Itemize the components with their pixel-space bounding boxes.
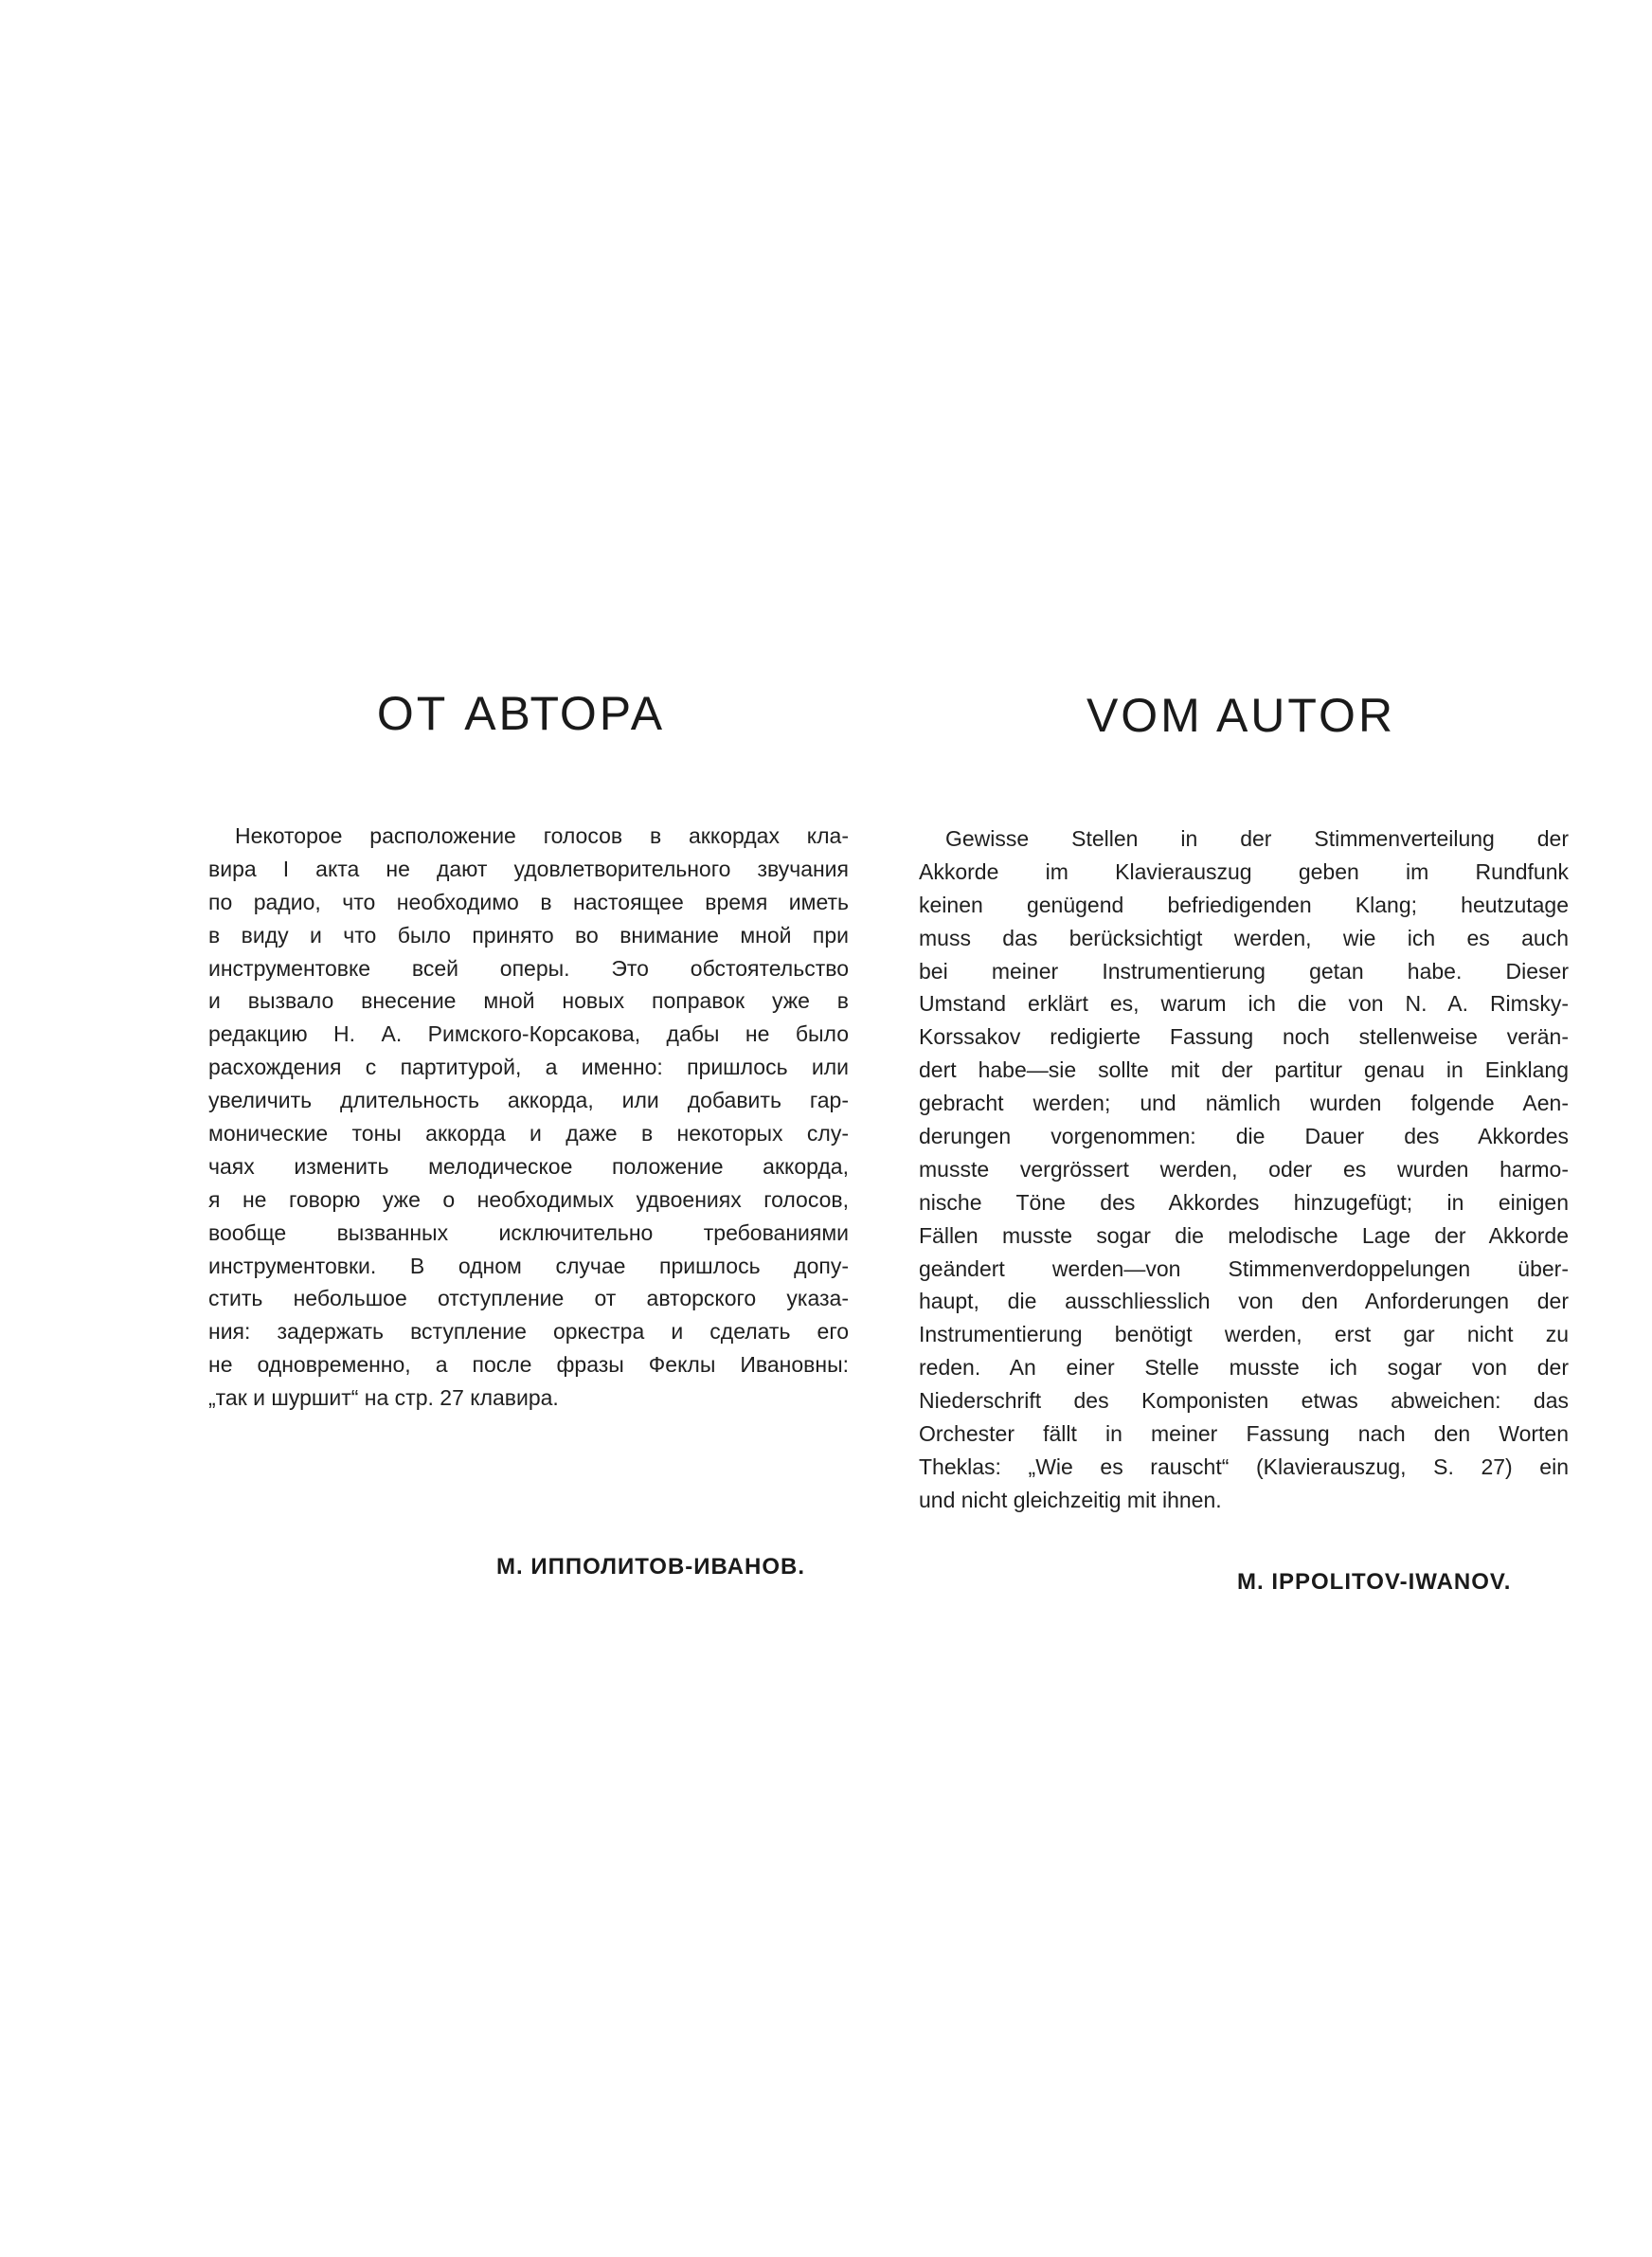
text-line: Некоторое расположение голосов в аккордах кла- [235,823,849,848]
text-line: чаях изменить мелодическое положение аккорда, [208,1153,849,1179]
text-line: geändert werden—von Stimmenverdoppelungen über- [919,1255,1569,1281]
text-line: keinen genügend befriedigenden Klang; heutzutage [919,892,1569,917]
text-line: не одновременно, а после фразы Феклы Ивановны: [208,1352,849,1378]
text-line: вообще вызванных исключительно требованиями [208,1219,849,1245]
text-line: инструментовки. В одном случае пришлось допу- [208,1253,849,1278]
text-line: Niederschrift des Komponisten etwas abweichen: das [919,1388,1569,1414]
text-line: увеличить длительность аккорда, или добавить гар- [208,1088,849,1113]
text-line: bei meiner Instrumentierung getan habe. Dieser [919,958,1569,984]
text-line: Theklas: „Wie es rauscht“ (Klavierauszug, S. 27) ein [919,1454,1569,1479]
signature-german: M. IPPOLITOV-IWANOV. [1237,1569,1512,1595]
text-line: und nicht gleichzeitig mit ihnen. [919,1487,1222,1512]
text-line: инструментовке всей оперы. Это обстоятельство [208,955,849,981]
text-line: derungen vorgenommen: die Dauer des Akkordes [919,1124,1569,1149]
text-line: вира I акта не дают удовлетворительного звучания [208,856,849,881]
text-line: я не говорю уже о необходимых удвоениях голосов, [208,1186,849,1212]
text-line: Fällen musste sogar die melodische Lage der Akkorde [919,1222,1569,1248]
text-line: монические тоны аккорда и даже в некоторых слу- [208,1121,849,1147]
text-line: nische Töne des Akkordes hinzugefügt; in einigen [919,1189,1569,1215]
text-line: и вызвало внесение мной новых поправок уже в [208,988,849,1014]
text-line: стить небольшое отступление от авторского указа- [208,1286,849,1311]
text-line: Gewisse Stellen in der Stimmenverteilung der [945,826,1569,851]
text-line: gebracht werden; und nämlich wurden folgende Aen- [919,1091,1569,1116]
signature-russian: М. ИППОЛИТОВ-ИВАНОВ. [496,1554,806,1580]
text-line: musste vergrössert werden, oder es wurden harmo- [919,1156,1569,1182]
text-line: „так и шуршит“ на стр. 27 клавира. [208,1385,559,1411]
title-german: VOM AUTOR [1086,689,1396,742]
text-line: dert habe—sie sollte mit der partitur genau in Einklang [919,1057,1569,1083]
text-line: Orchester fällt in meiner Fassung nach den Worten [919,1421,1569,1447]
text-line: Korssakov redigierte Fassung noch stellenweise verän- [919,1024,1569,1050]
preface-text-german [919,822,1569,1517]
text-line: reden. An einer Stelle musste ich sogar von der [919,1355,1569,1381]
preface-text-russian [208,820,849,1415]
text-line: muss das berücksichtigt werden, wie ich es auch [919,925,1569,950]
text-line: Umstand erklärt es, warum ich die von N. A. Rimsky- [919,991,1569,1017]
text-line: Akkorde im Klavierauszug geben im Rundfunk [919,858,1569,884]
text-line: расхождения с партитурой, а именно: пришлось или [208,1055,849,1080]
text-line: в виду и что было принято во внимание мной при [208,922,849,948]
title-russian: ОТ АВТОРА [376,687,666,740]
text-line: Instrumentierung benötigt werden, erst gar nicht zu [919,1322,1569,1347]
text-line: по радио, что необходимо в настоящее время иметь [208,889,849,914]
text-line: haupt, die ausschliesslich von den Anforderungen der [919,1289,1569,1314]
text-line: редакцию Н. А. Римского-Корсакова, дабы не было [208,1021,849,1047]
text-line: ния: задержать вступление оркестра и сделать его [208,1319,849,1345]
